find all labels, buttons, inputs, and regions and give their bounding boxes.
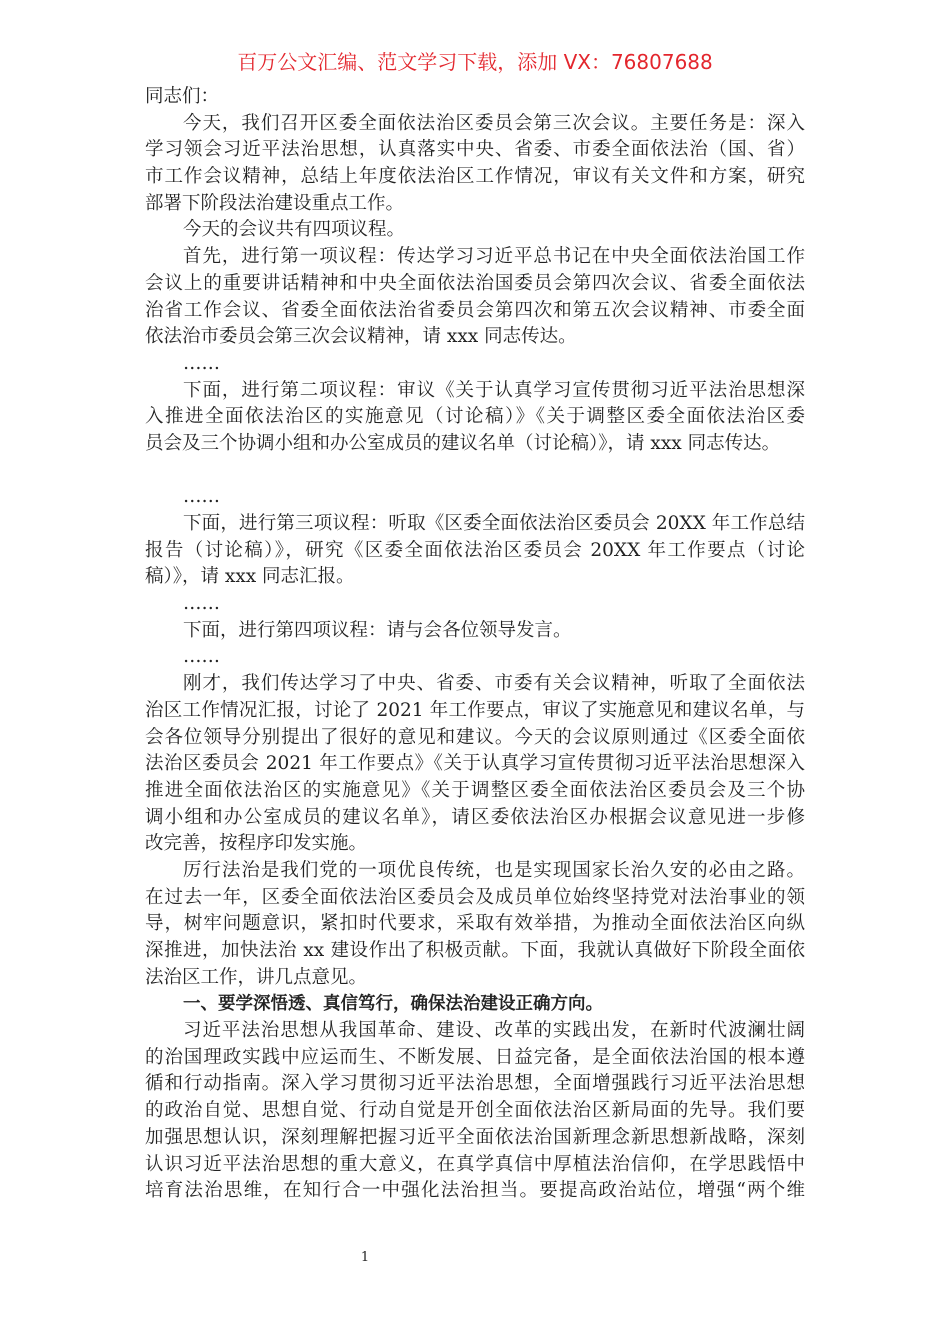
text-line: 入推进全面依法治区的实施意见（讨论稿）》《关于调整区委全面依法治区委 bbox=[145, 406, 805, 428]
paragraph bbox=[145, 458, 805, 485]
text-line: 习近平法治思想从我国革命、建设、改革的实践出发，在新时代波澜壮阔 bbox=[183, 1020, 805, 1042]
text-line: …… bbox=[183, 352, 220, 374]
text-line: …… bbox=[183, 593, 220, 615]
text-line: 法治区工作，讲几点意见。 bbox=[145, 966, 368, 988]
text-line: 今天的会议共有四项议程。 bbox=[183, 219, 406, 241]
text-line: 导，树牢问题意识，紧扣时代要求，采取有效举措，为推动全面依法治区向纵 bbox=[145, 913, 805, 935]
text-line: 下面，进行第二项议程：审议《关于认真学习宣传贯彻习近平法治思想深 bbox=[183, 379, 805, 401]
text-line: 今天，我们召开区委全面依法治区委员会第三次会议。主要任务是：深入 bbox=[183, 112, 805, 134]
watermark-banner: 百万公文汇编、范文学习下载，添加 VX：76807688 bbox=[237, 50, 713, 74]
text-line: 循和行动指南。深入学习贯彻习近平法治思想，全面增强践行习近平法治思想 bbox=[145, 1073, 805, 1095]
text-line: 调小组和办公室成员的建议名单》，请区委依法治区办根据会议意见进一步修 bbox=[145, 806, 805, 828]
text-line: 下面，进行第四项议程：请与会各位领导发言。 bbox=[183, 619, 572, 641]
text-line: 首先，进行第一项议程：传达学习习近平总书记在中央全面依法治国工作 bbox=[183, 246, 805, 268]
text-line: 厉行法治是我们党的一项优良传统，也是实现国家长治久安的必由之路。 bbox=[183, 859, 805, 881]
paragraph bbox=[145, 351, 805, 378]
paragraph bbox=[145, 511, 805, 591]
blank-line bbox=[145, 458, 805, 485]
paragraph bbox=[145, 378, 805, 458]
text-line: 会议上的重要讲话精神和中央全面依法治国委员会第四次会议、省委全面依法 bbox=[145, 272, 805, 294]
paragraph bbox=[145, 217, 805, 244]
text-line: 员会及三个协调小组和办公室成员的建议名单（讨论稿）》，请 xxx 同志传达。 bbox=[145, 432, 781, 454]
text-line: 推进全面依法治区的实施意见》《关于调整区委全面依法治区委员会及三个协 bbox=[145, 779, 805, 801]
text-line: 报告（讨论稿）》，研究《区委全面依法治区委员会 20XX 年工作要点（讨论 bbox=[145, 539, 805, 561]
text-line: 部署下阶段法治建设重点工作。 bbox=[145, 192, 405, 214]
text-line: 一、要学深悟透、真信笃行，确保法治建设正确方向。 bbox=[183, 994, 603, 1015]
text-line: 会各位领导分别提出了很好的意见和建议。今天的会议原则通过《区委全面依 bbox=[145, 726, 805, 748]
paragraph bbox=[145, 484, 805, 511]
text-line: 同志们： bbox=[145, 86, 220, 107]
text-line: 在过去一年，区委全面依法治区委员会及成员单位始终坚持党对法治事业的领 bbox=[145, 886, 805, 908]
page-number: 1 bbox=[360, 1250, 370, 1265]
text-line: 依法治市委员会第三次会议精神，请 xxx 同志传达。 bbox=[145, 326, 577, 348]
text-line: 的政治自觉、思想自觉、行动自觉是开创全面依法治区新局面的先导。我们要 bbox=[145, 1100, 805, 1122]
text-line: 培育法治思维，在知行合一中强化法治担当。要提高政治站位，增强“两个维 bbox=[145, 1180, 805, 1202]
text-line: 下面，进行第三项议程：听取《区委全面依法治区委员会 20XX 年工作总结 bbox=[183, 513, 805, 534]
text-line: 的治国理政实践中应运而生、不断发展、日益完备，是全面依法治国的根本遵 bbox=[145, 1046, 805, 1068]
text-line: 加强思想认识，深刻理解把握习近平全面依法治国新理念新思想新战略，深刻 bbox=[145, 1126, 805, 1148]
text-line: 刚才，我们传达学习了中央、省委、市委有关会议精神，听取了全面依法 bbox=[183, 673, 805, 695]
paragraph bbox=[145, 618, 805, 645]
paragraph bbox=[145, 591, 805, 618]
text-line: 治省工作会议、省委全面依法治省委员会第四次和第五次会议精神、市委全面 bbox=[145, 299, 805, 321]
paragraph bbox=[145, 644, 805, 671]
text-line: 稿）》，请 xxx 同志汇报。 bbox=[145, 566, 355, 588]
paragraph bbox=[145, 244, 805, 351]
text-line: 市工作会议精神，总结上年度依法治区工作情况，审议有关文件和方案，研究 bbox=[145, 166, 805, 188]
paragraph bbox=[145, 671, 805, 858]
text-line: 深推进，加快法治 xx 建设作出了积极贡献。下面，我就认真做好下阶段全面依 bbox=[145, 940, 805, 961]
text-line: …… bbox=[183, 646, 220, 668]
paragraph bbox=[145, 858, 805, 991]
text-line: …… bbox=[183, 486, 220, 508]
paragraph bbox=[145, 1018, 805, 1205]
document-body bbox=[145, 84, 805, 1205]
paragraph bbox=[145, 84, 805, 111]
text-line: 学习领会习近平法治思想，认真落实中央、省委、市委全面依法治（国、省） bbox=[145, 139, 805, 161]
section-heading bbox=[145, 991, 805, 1018]
text-line: 认识习近平法治思想的重大意义，在真学真信中厚植法治信仰，在学思践悟中 bbox=[145, 1153, 805, 1175]
text-line: 法治区委员会 2021 年工作要点》《关于认真学习宣传贯彻习近平法治思想深入 bbox=[145, 753, 805, 775]
text-line: 改完善，按程序印发实施。 bbox=[145, 833, 368, 855]
text-line: 治区工作情况汇报，讨论了 2021 年工作要点，审议了实施意见和建议名单，与 bbox=[145, 699, 805, 721]
paragraph bbox=[145, 111, 805, 218]
